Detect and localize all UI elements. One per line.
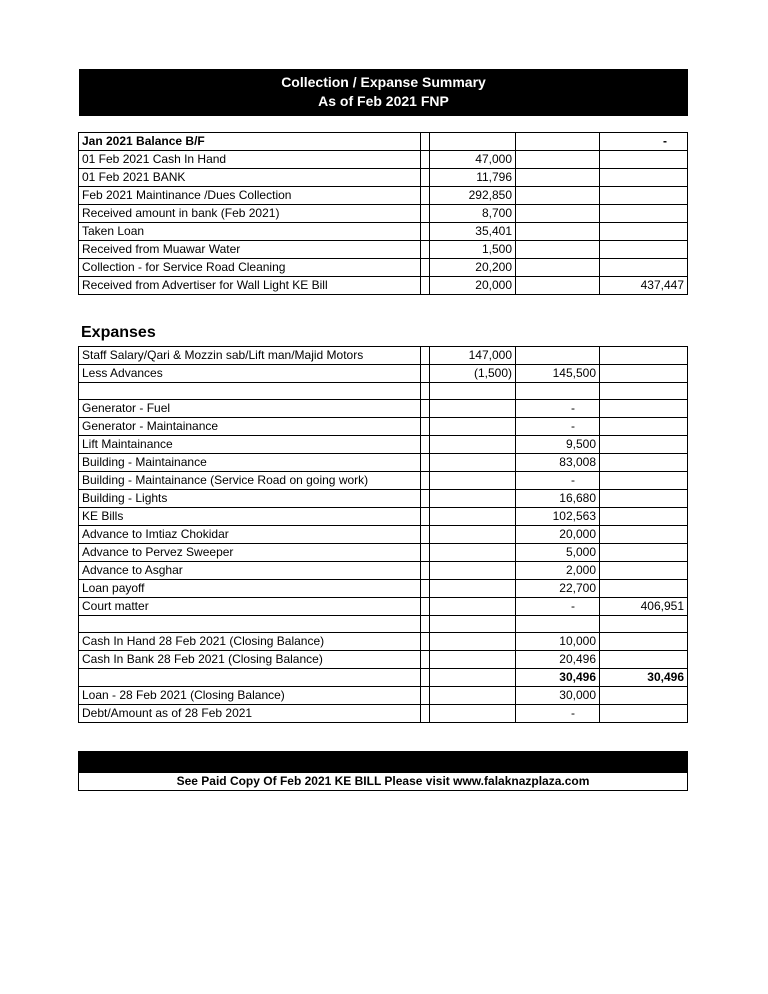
expanses-title: Expanses xyxy=(81,324,156,341)
table-row xyxy=(79,669,688,687)
expanses-total: 406,951 xyxy=(600,598,688,616)
footer-note: See Paid Copy Of Feb 2021 KE BILL Please visit www.falaknazplaza.com xyxy=(78,773,688,791)
table-row: Building - Maintainance 83,008 xyxy=(79,454,688,472)
table-row: Received amount in bank (Feb 2021) 8,700 xyxy=(79,205,688,223)
table-row: Less Advances (1,500) 145,500 xyxy=(79,365,688,383)
table-row: Feb 2021 Maintinance /Dues Collection 292,850 xyxy=(79,187,688,205)
table-row: Cash In Hand 28 Feb 2021 (Closing Balance) 10,000 xyxy=(79,633,688,651)
table-row: Generator - Fuel - xyxy=(79,400,688,418)
collection-table xyxy=(78,132,688,295)
report-title: Collection / Expanse Summary xyxy=(281,74,486,90)
table-row xyxy=(79,616,688,633)
table-row: Court matter - 406,951 xyxy=(79,598,688,616)
table-row: Staff Salary/Qari & Mozzin sab/Lift man/Majid Motors 147,000 xyxy=(79,347,688,365)
table-row: Collection - for Service Road Cleaning 20,200 xyxy=(79,259,688,277)
table-row: Received from Muawar Water 1,500 xyxy=(79,241,688,259)
table-row: Debt/Amount as of 28 Feb 2021 - xyxy=(79,705,688,723)
table-row: Loan - 28 Feb 2021 (Closing Balance) 30,000 xyxy=(79,687,688,705)
expanses-table xyxy=(78,346,688,723)
opening-value: - xyxy=(600,133,688,151)
table-row: Advance to Asghar 2,000 xyxy=(79,562,688,580)
net-salary: 145,500 xyxy=(516,365,600,383)
table-row: Generator - Maintainance - xyxy=(79,418,688,436)
closing-total: 30,496 xyxy=(600,669,688,687)
table-row: Advance to Imtiaz Chokidar 20,000 xyxy=(79,526,688,544)
table-row: 01 Feb 2021 BANK 11,796 xyxy=(79,169,688,187)
report-header xyxy=(79,69,688,116)
table-row: Received from Advertiser for Wall Light KE Bill 20,000 437,447 xyxy=(79,277,688,295)
table-row: Taken Loan 35,401 xyxy=(79,223,688,241)
table-row xyxy=(79,383,688,400)
table-row: Advance to Pervez Sweeper 5,000 xyxy=(79,544,688,562)
report-subtitle: As of Feb 2021 FNP xyxy=(318,93,449,109)
opening-label: Jan 2021 Balance B/F xyxy=(79,133,421,151)
table-row: Building - Lights 16,680 xyxy=(79,490,688,508)
footer-bar xyxy=(78,751,688,773)
table-row: Cash In Bank 28 Feb 2021 (Closing Balance) 20,496 xyxy=(79,651,688,669)
table-row: 01 Feb 2021 Cash In Hand 47,000 xyxy=(79,151,688,169)
table-row: Lift Maintainance 9,500 xyxy=(79,436,688,454)
table-row xyxy=(79,133,688,151)
table-row: Loan payoff 22,700 xyxy=(79,580,688,598)
table-row: Building - Maintainance (Service Road on going work) - xyxy=(79,472,688,490)
collection-total: 437,447 xyxy=(600,277,688,295)
table-row: KE Bills 102,563 xyxy=(79,508,688,526)
closing-subtotal: 30,496 xyxy=(516,669,600,687)
